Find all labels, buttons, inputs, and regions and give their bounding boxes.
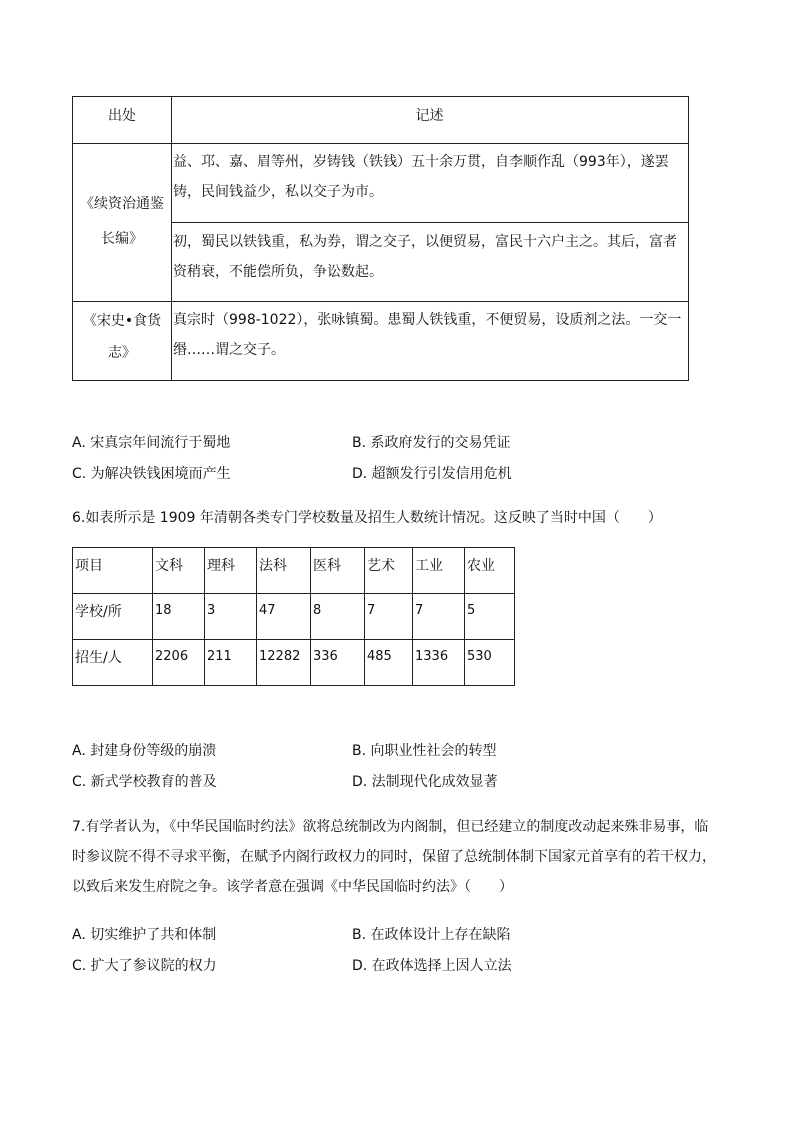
q7-option-c[interactable]: C. 扩大了参议院的权力: [72, 958, 217, 974]
table-header-cell: 医科: [311, 548, 365, 594]
table-divider: [171, 97, 172, 380]
record-cell: [173, 305, 683, 365]
source-cell: [73, 187, 171, 257]
q5-option-c[interactable]: C. 为解决铁钱困境而产生: [72, 466, 231, 482]
table-cell: 12282: [257, 640, 311, 686]
table-row: [73, 640, 515, 686]
record-cell: [173, 147, 683, 207]
header-source: 出处: [108, 108, 136, 124]
record-cell: [173, 227, 683, 287]
record-line: 铸，民间钱益少，私以交子为市。: [173, 184, 383, 200]
table-header-cell: 农业: [465, 548, 515, 594]
table-divider: [73, 143, 688, 144]
table-row: [73, 594, 515, 640]
source-line: 《宋史•食货: [82, 313, 162, 329]
q7-option-a[interactable]: A. 切实维护了共和体制: [72, 927, 217, 943]
table-header-cell: 艺术: [365, 548, 413, 594]
table-header-cell: 项目: [73, 548, 153, 594]
record-line: 真宗时（998-1022），张咏镇蜀。患蜀人铁钱重，不便贸易，设质剂之法。一交一: [173, 312, 682, 328]
source-line: 《续资治通鉴: [80, 196, 164, 212]
table-header-cell: 文科: [153, 548, 205, 594]
table-cell: 5: [465, 594, 515, 640]
table-cell: 336: [311, 640, 365, 686]
q6-option-c[interactable]: C. 新式学校教育的普及: [72, 774, 217, 790]
q7-option-b[interactable]: B. 在政体设计上存在缺陷: [352, 927, 511, 943]
header-record: 记述: [415, 108, 444, 124]
table-cell: 211: [205, 640, 257, 686]
table-divider: [171, 222, 688, 223]
table-cell: 3: [205, 594, 257, 640]
table-cell: 47: [257, 594, 311, 640]
table-header-cell: 法科: [257, 548, 311, 594]
table-row: [73, 548, 515, 594]
q5-option-b[interactable]: B. 系政府发行的交易凭证: [352, 435, 511, 451]
source-table: [72, 96, 689, 381]
table-cell: 招生/人: [73, 640, 153, 686]
table-cell: 18: [153, 594, 205, 640]
q6-option-b[interactable]: B. 向职业性社会的转型: [352, 743, 497, 759]
table-cell: 530: [465, 640, 515, 686]
q5-option-a[interactable]: A. 宋真宗年间流行于蜀地: [72, 435, 231, 451]
q7-stem-line: 7.有学者认为，《中华民国临时约法》欲将总统制改为内阁制，但已经建立的制度改动起来殊非易事，临: [72, 819, 709, 835]
q5-option-d[interactable]: D. 超额发行引发信用危机: [352, 466, 512, 482]
table-cell: 7: [365, 594, 413, 640]
table-divider: [73, 301, 688, 302]
table-header-cell: 理科: [205, 548, 257, 594]
q7-stem-line: 以致后来发生府院之争。该学者意在强调《中华民国临时约法》（ ）: [72, 879, 513, 895]
q6-stem: 6.如表所示是 1909 年清朝各类专门学校数量及招生人数统计情况。这反映了当时中国（ ）: [72, 510, 662, 526]
source-line: 志》: [108, 345, 136, 361]
table-cell: 学校/所: [73, 594, 153, 640]
table-cell: 7: [413, 594, 465, 640]
table-header-cell: 工业: [413, 548, 465, 594]
school-stats-table: [72, 547, 515, 686]
q7-option-d[interactable]: D. 在政体选择上因人立法: [352, 958, 512, 974]
source-line: 长编》: [101, 231, 143, 247]
table-cell: 2206: [153, 640, 205, 686]
source-cell: [73, 305, 171, 369]
q6-option-a[interactable]: A. 封建身份等级的崩溃: [72, 743, 217, 759]
record-line: 资稍衰，不能偿所负，争讼数起。: [173, 264, 383, 280]
q7-stem-line: 时参议院不得不寻求平衡，在赋予内阁行政权力的同时，保留了总统制体制下国家元首享有的若干权力，: [72, 849, 716, 865]
q7-stem: [72, 812, 722, 902]
record-line: 缗……谓之交子。: [173, 342, 285, 358]
record-line: 益、邛、嘉、眉等州，岁铸钱（铁钱）五十余万贯，自李顺作乱（993年），遂罢: [173, 154, 669, 170]
record-line: 初，蜀民以铁钱重，私为券，谓之交子，以便贸易，富民十六户主之。其后，富者: [173, 234, 677, 250]
table-cell: 1336: [413, 640, 465, 686]
q6-option-d[interactable]: D. 法制现代化成效显著: [352, 774, 498, 790]
table-cell: 8: [311, 594, 365, 640]
table-cell: 485: [365, 640, 413, 686]
